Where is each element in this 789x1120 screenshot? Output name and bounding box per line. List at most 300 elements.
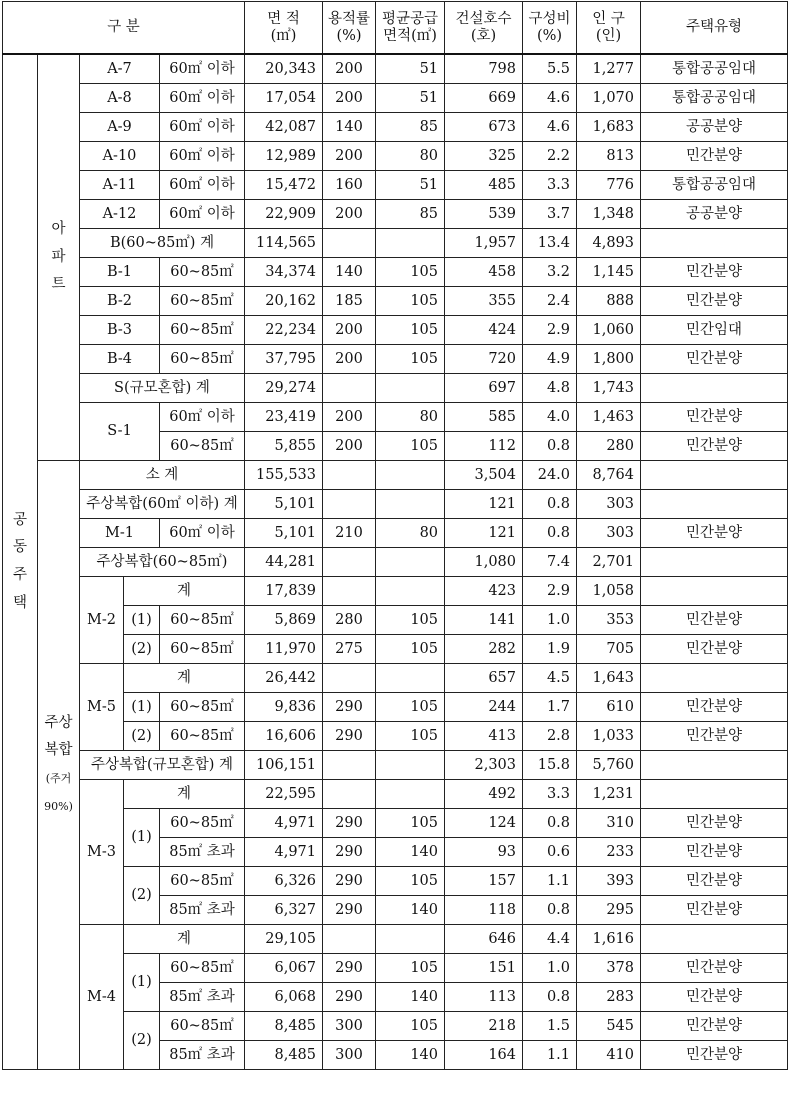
header-ratio: 구성비 (%) [523,2,577,55]
units-cell: 113 [445,983,523,1012]
units-cell: 798 [445,54,523,84]
area-cell: 6,326 [245,867,323,896]
block-label: M-3 [80,780,124,925]
housing-type-cell: 민간분양 [641,896,788,925]
subtotal-row [3,461,788,490]
subtotal-row [3,374,788,403]
subtotal-row [3,751,788,780]
area-cell: 29,105 [245,925,323,954]
ratio-cell: 13.4 [523,229,577,258]
population-cell: 610 [577,693,641,722]
housing-type-cell: 민간분양 [641,693,788,722]
avg-area-cell: 140 [376,1041,445,1070]
ratio-cell: 15.8 [523,751,577,780]
housing-type-cell: 민간분양 [641,606,788,635]
housing-type-cell: 공공분양 [641,200,788,229]
population-cell: 393 [577,867,641,896]
avg-area-cell: 51 [376,171,445,200]
units-cell: 539 [445,200,523,229]
population-cell: 1,616 [577,925,641,954]
ratio-cell: 0.8 [523,983,577,1012]
population-cell: 1,231 [577,780,641,809]
area-cell: 15,472 [245,171,323,200]
population-cell: 1,033 [577,722,641,751]
units-cell: 413 [445,722,523,751]
avg-area-cell: 105 [376,345,445,374]
far-cell: 290 [323,983,376,1012]
far-cell: 200 [323,403,376,432]
units-cell: 118 [445,896,523,925]
size-class: 60㎡ 이하 [160,84,245,113]
header-category: 구 분 [3,2,245,55]
area-cell: 6,067 [245,954,323,983]
housing-type-cell: 민간분양 [641,809,788,838]
size-class: 60㎡ 이하 [160,171,245,200]
far-cell: 200 [323,142,376,171]
subtotal-row [3,577,788,606]
ratio-cell: 0.6 [523,838,577,867]
population-cell: 1,070 [577,84,641,113]
table-row [3,287,788,316]
population-cell: 1,643 [577,664,641,693]
housing-type-cell: 민간분양 [641,287,788,316]
area-cell: 155,533 [245,461,323,490]
ratio-cell: 3.3 [523,171,577,200]
ratio-cell: 24.0 [523,461,577,490]
subtotal-label: 주상복합(규모혼합) 계 [80,751,245,780]
area-cell: 34,374 [245,258,323,287]
size-class: 60~85㎡ [160,432,245,461]
population-cell: 1,348 [577,200,641,229]
area-cell: 6,068 [245,983,323,1012]
subtotal-row [3,664,788,693]
ratio-cell: 1.0 [523,954,577,983]
ratio-cell: 4.6 [523,84,577,113]
sub-index: (1) [124,809,160,867]
population-cell: 545 [577,1012,641,1041]
population-cell: 353 [577,606,641,635]
subtotal-label: 계 [124,577,245,606]
area-cell: 17,839 [245,577,323,606]
avg-area-cell: 80 [376,142,445,171]
far-cell: 290 [323,838,376,867]
area-cell: 26,442 [245,664,323,693]
units-cell: 282 [445,635,523,664]
ratio-cell: 7.4 [523,548,577,577]
size-class: 60~85㎡ [160,345,245,374]
far-cell: 200 [323,345,376,374]
size-class: 60㎡ 이하 [160,200,245,229]
size-class: 60㎡ 이하 [160,113,245,142]
population-cell: 1,743 [577,374,641,403]
size-class: 60~85㎡ [160,316,245,345]
avg-area-cell: 51 [376,84,445,113]
area-cell: 5,855 [245,432,323,461]
units-cell: 157 [445,867,523,896]
units-cell: 485 [445,171,523,200]
sub-index: (1) [124,693,160,722]
units-cell: 141 [445,606,523,635]
ratio-cell: 2.4 [523,287,577,316]
population-cell: 1,277 [577,54,641,84]
ratio-cell: 2.8 [523,722,577,751]
group-joint-housing: 공 동 주 택 [3,54,38,1070]
ratio-cell: 3.3 [523,780,577,809]
population-cell: 378 [577,954,641,983]
block-label: A-8 [80,84,160,113]
table-row [3,403,788,432]
units-cell: 244 [445,693,523,722]
population-cell: 1,058 [577,577,641,606]
population-cell: 303 [577,490,641,519]
population-cell: 1,145 [577,258,641,287]
area-cell: 5,101 [245,490,323,519]
size-class: 60~85㎡ [160,722,245,751]
header-housing-type: 주택유형 [641,2,788,55]
avg-area-cell: 140 [376,838,445,867]
subtotal-label: 계 [124,780,245,809]
housing-type-cell: 민간분양 [641,432,788,461]
subtotal-label: S(규모혼합) 계 [80,374,245,403]
ratio-cell: 4.4 [523,925,577,954]
housing-type-cell: 민간분양 [641,1041,788,1070]
housing-type-cell: 통합공공임대 [641,171,788,200]
subtotal-label: 계 [124,925,245,954]
avg-area-cell: 105 [376,809,445,838]
population-cell: 303 [577,519,641,548]
table-row [3,171,788,200]
units-cell: 1,957 [445,229,523,258]
housing-type-cell: 민간분양 [641,1012,788,1041]
area-cell: 4,971 [245,809,323,838]
ratio-cell: 0.8 [523,490,577,519]
population-cell: 295 [577,896,641,925]
sub-index: (2) [124,1012,160,1070]
subtotal-row [3,548,788,577]
far-cell: 200 [323,200,376,229]
area-cell: 106,151 [245,751,323,780]
table-row [3,200,788,229]
area-cell: 9,836 [245,693,323,722]
header-units: 건설호수 (호) [445,2,523,55]
size-class: 60~85㎡ [160,693,245,722]
avg-area-cell: 105 [376,693,445,722]
sub-index: (1) [124,954,160,1012]
far-cell: 210 [323,519,376,548]
housing-type-cell: 민간분양 [641,867,788,896]
units-cell: 151 [445,954,523,983]
size-class: 60~85㎡ [160,809,245,838]
far-cell: 290 [323,954,376,983]
housing-supply-table [2,1,788,1070]
ratio-cell: 1.0 [523,606,577,635]
ratio-cell: 1.5 [523,1012,577,1041]
subtotal-row [3,780,788,809]
ratio-cell: 4.9 [523,345,577,374]
units-cell: 93 [445,838,523,867]
units-cell: 355 [445,287,523,316]
units-cell: 218 [445,1012,523,1041]
far-cell: 280 [323,606,376,635]
area-cell: 44,281 [245,548,323,577]
ratio-cell: 5.5 [523,54,577,84]
area-cell: 37,795 [245,345,323,374]
header-row [3,2,788,55]
far-cell: 290 [323,722,376,751]
units-cell: 112 [445,432,523,461]
size-class: 60㎡ 이하 [160,54,245,84]
units-cell: 669 [445,84,523,113]
header-far: 용적률 (%) [323,2,376,55]
units-cell: 585 [445,403,523,432]
units-cell: 1,080 [445,548,523,577]
ratio-cell: 1.1 [523,1041,577,1070]
population-cell: 888 [577,287,641,316]
group-mixed-use: 주상 복합 (주거 90%) [38,461,80,1070]
area-cell: 5,869 [245,606,323,635]
area-cell: 16,606 [245,722,323,751]
far-cell: 290 [323,809,376,838]
size-class: 60~85㎡ [160,287,245,316]
avg-area-cell: 85 [376,113,445,142]
area-cell: 17,054 [245,84,323,113]
far-cell: 140 [323,113,376,142]
area-cell: 114,565 [245,229,323,258]
size-class: 85㎡ 초과 [160,1041,245,1070]
units-cell: 720 [445,345,523,374]
area-cell: 8,485 [245,1012,323,1041]
housing-type-cell: 민간분양 [641,983,788,1012]
size-class: 60~85㎡ [160,258,245,287]
units-cell: 121 [445,519,523,548]
ratio-cell: 2.2 [523,142,577,171]
population-cell: 813 [577,142,641,171]
table-row [3,113,788,142]
far-cell: 200 [323,432,376,461]
avg-area-cell: 80 [376,403,445,432]
far-cell: 200 [323,84,376,113]
avg-area-cell: 105 [376,867,445,896]
size-class: 85㎡ 초과 [160,896,245,925]
table-row [3,142,788,171]
block-label: A-7 [80,54,160,84]
subtotal-row [3,229,788,258]
block-label: M-2 [80,577,124,664]
population-cell: 776 [577,171,641,200]
population-cell: 310 [577,809,641,838]
avg-area-cell: 51 [376,54,445,84]
block-label: B-4 [80,345,160,374]
units-cell: 424 [445,316,523,345]
area-cell: 29,274 [245,374,323,403]
header-avg-area: 평균공급 면적(㎡) [376,2,445,55]
far-cell: 200 [323,316,376,345]
sub-index: (2) [124,635,160,664]
size-class: 85㎡ 초과 [160,983,245,1012]
population-cell: 233 [577,838,641,867]
area-cell: 22,909 [245,200,323,229]
ratio-cell: 0.8 [523,896,577,925]
ratio-cell: 4.6 [523,113,577,142]
size-class: 60~85㎡ [160,867,245,896]
block-label: B-3 [80,316,160,345]
population-cell: 1,463 [577,403,641,432]
housing-type-cell: 민간분양 [641,519,788,548]
block-label: M-5 [80,664,124,751]
units-cell: 2,303 [445,751,523,780]
subtotal-row [3,490,788,519]
table-row [3,316,788,345]
avg-area-cell: 105 [376,1012,445,1041]
subtotal-label: 주상복합(60㎡ 이하) 계 [80,490,245,519]
ratio-cell: 1.7 [523,693,577,722]
ratio-cell: 4.0 [523,403,577,432]
block-label: B-1 [80,258,160,287]
population-cell: 4,893 [577,229,641,258]
block-label: M-1 [80,519,160,548]
avg-area-cell: 105 [376,635,445,664]
subtotal-row [3,925,788,954]
size-class: 60~85㎡ [160,1012,245,1041]
subtotal-label: 주상복합(60~85㎡) [80,548,245,577]
far-cell: 185 [323,287,376,316]
avg-area-cell: 105 [376,432,445,461]
units-cell: 673 [445,113,523,142]
units-cell: 325 [445,142,523,171]
avg-area-cell: 140 [376,896,445,925]
size-class: 60~85㎡ [160,635,245,664]
ratio-cell: 3.2 [523,258,577,287]
far-cell: 300 [323,1012,376,1041]
size-class: 60㎡ 이하 [160,403,245,432]
far-cell: 290 [323,867,376,896]
housing-type-cell: 민간분양 [641,258,788,287]
area-cell: 5,101 [245,519,323,548]
ratio-cell: 1.1 [523,867,577,896]
size-class: 60~85㎡ [160,606,245,635]
avg-area-cell: 105 [376,316,445,345]
table-row [3,258,788,287]
sub-index: (1) [124,606,160,635]
area-cell: 20,162 [245,287,323,316]
subtotal-label: 계 [124,664,245,693]
table-row [3,519,788,548]
ratio-cell: 1.9 [523,635,577,664]
units-cell: 657 [445,664,523,693]
size-class: 60㎡ 이하 [160,142,245,171]
far-cell: 160 [323,171,376,200]
avg-area-cell: 105 [376,606,445,635]
avg-area-cell: 105 [376,258,445,287]
far-cell: 275 [323,635,376,664]
housing-type-cell: 민간임대 [641,316,788,345]
table-row [3,84,788,113]
housing-type-cell: 민간분양 [641,635,788,664]
housing-type-cell: 민간분양 [641,722,788,751]
population-cell: 410 [577,1041,641,1070]
area-cell: 20,343 [245,54,323,84]
units-cell: 3,504 [445,461,523,490]
units-cell: 458 [445,258,523,287]
sub-index: (2) [124,867,160,925]
block-label: A-11 [80,171,160,200]
housing-type-cell: 민간분양 [641,142,788,171]
block-label: M-4 [80,925,124,1070]
ratio-cell: 0.8 [523,432,577,461]
sub-index: (2) [124,722,160,751]
avg-area-cell: 105 [376,722,445,751]
units-cell: 492 [445,780,523,809]
population-cell: 705 [577,635,641,664]
area-cell: 6,327 [245,896,323,925]
avg-area-cell: 105 [376,954,445,983]
population-cell: 283 [577,983,641,1012]
units-cell: 423 [445,577,523,606]
area-cell: 12,989 [245,142,323,171]
avg-area-cell: 85 [376,200,445,229]
housing-type-cell: 공공분양 [641,113,788,142]
size-class: 60㎡ 이하 [160,519,245,548]
far-cell: 300 [323,1041,376,1070]
ratio-cell: 2.9 [523,577,577,606]
table-row [3,54,788,84]
ratio-cell: 0.8 [523,809,577,838]
ratio-cell: 0.8 [523,519,577,548]
housing-type-cell: 통합공공임대 [641,84,788,113]
far-cell: 140 [323,258,376,287]
block-label: A-12 [80,200,160,229]
population-cell: 8,764 [577,461,641,490]
group-apartment: 아 파 트 [38,54,80,461]
size-class: 60~85㎡ [160,954,245,983]
subtotal-label: B(60~85㎡) 계 [80,229,245,258]
area-cell: 4,971 [245,838,323,867]
table-row [3,345,788,374]
size-class: 85㎡ 초과 [160,838,245,867]
units-cell: 124 [445,809,523,838]
ratio-cell: 3.7 [523,200,577,229]
units-cell: 164 [445,1041,523,1070]
population-cell: 1,800 [577,345,641,374]
avg-area-cell: 105 [376,287,445,316]
area-cell: 8,485 [245,1041,323,1070]
housing-type-cell: 민간분양 [641,838,788,867]
population-cell: 1,683 [577,113,641,142]
ratio-cell: 2.9 [523,316,577,345]
block-label: A-9 [80,113,160,142]
block-label: S-1 [80,403,160,461]
area-cell: 42,087 [245,113,323,142]
units-cell: 697 [445,374,523,403]
avg-area-cell: 140 [376,983,445,1012]
housing-type-cell: 민간분양 [641,345,788,374]
block-label: B-2 [80,287,160,316]
avg-area-cell: 80 [376,519,445,548]
ratio-cell: 4.5 [523,664,577,693]
population-cell: 280 [577,432,641,461]
header-area: 면 적 (㎡) [245,2,323,55]
housing-type-cell: 민간분양 [641,954,788,983]
area-cell: 22,234 [245,316,323,345]
housing-type-cell: 민간분양 [641,403,788,432]
housing-type-cell: 통합공공임대 [641,54,788,84]
units-cell: 121 [445,490,523,519]
block-label: A-10 [80,142,160,171]
population-cell: 2,701 [577,548,641,577]
population-cell: 5,760 [577,751,641,780]
far-cell: 290 [323,896,376,925]
population-cell: 1,060 [577,316,641,345]
